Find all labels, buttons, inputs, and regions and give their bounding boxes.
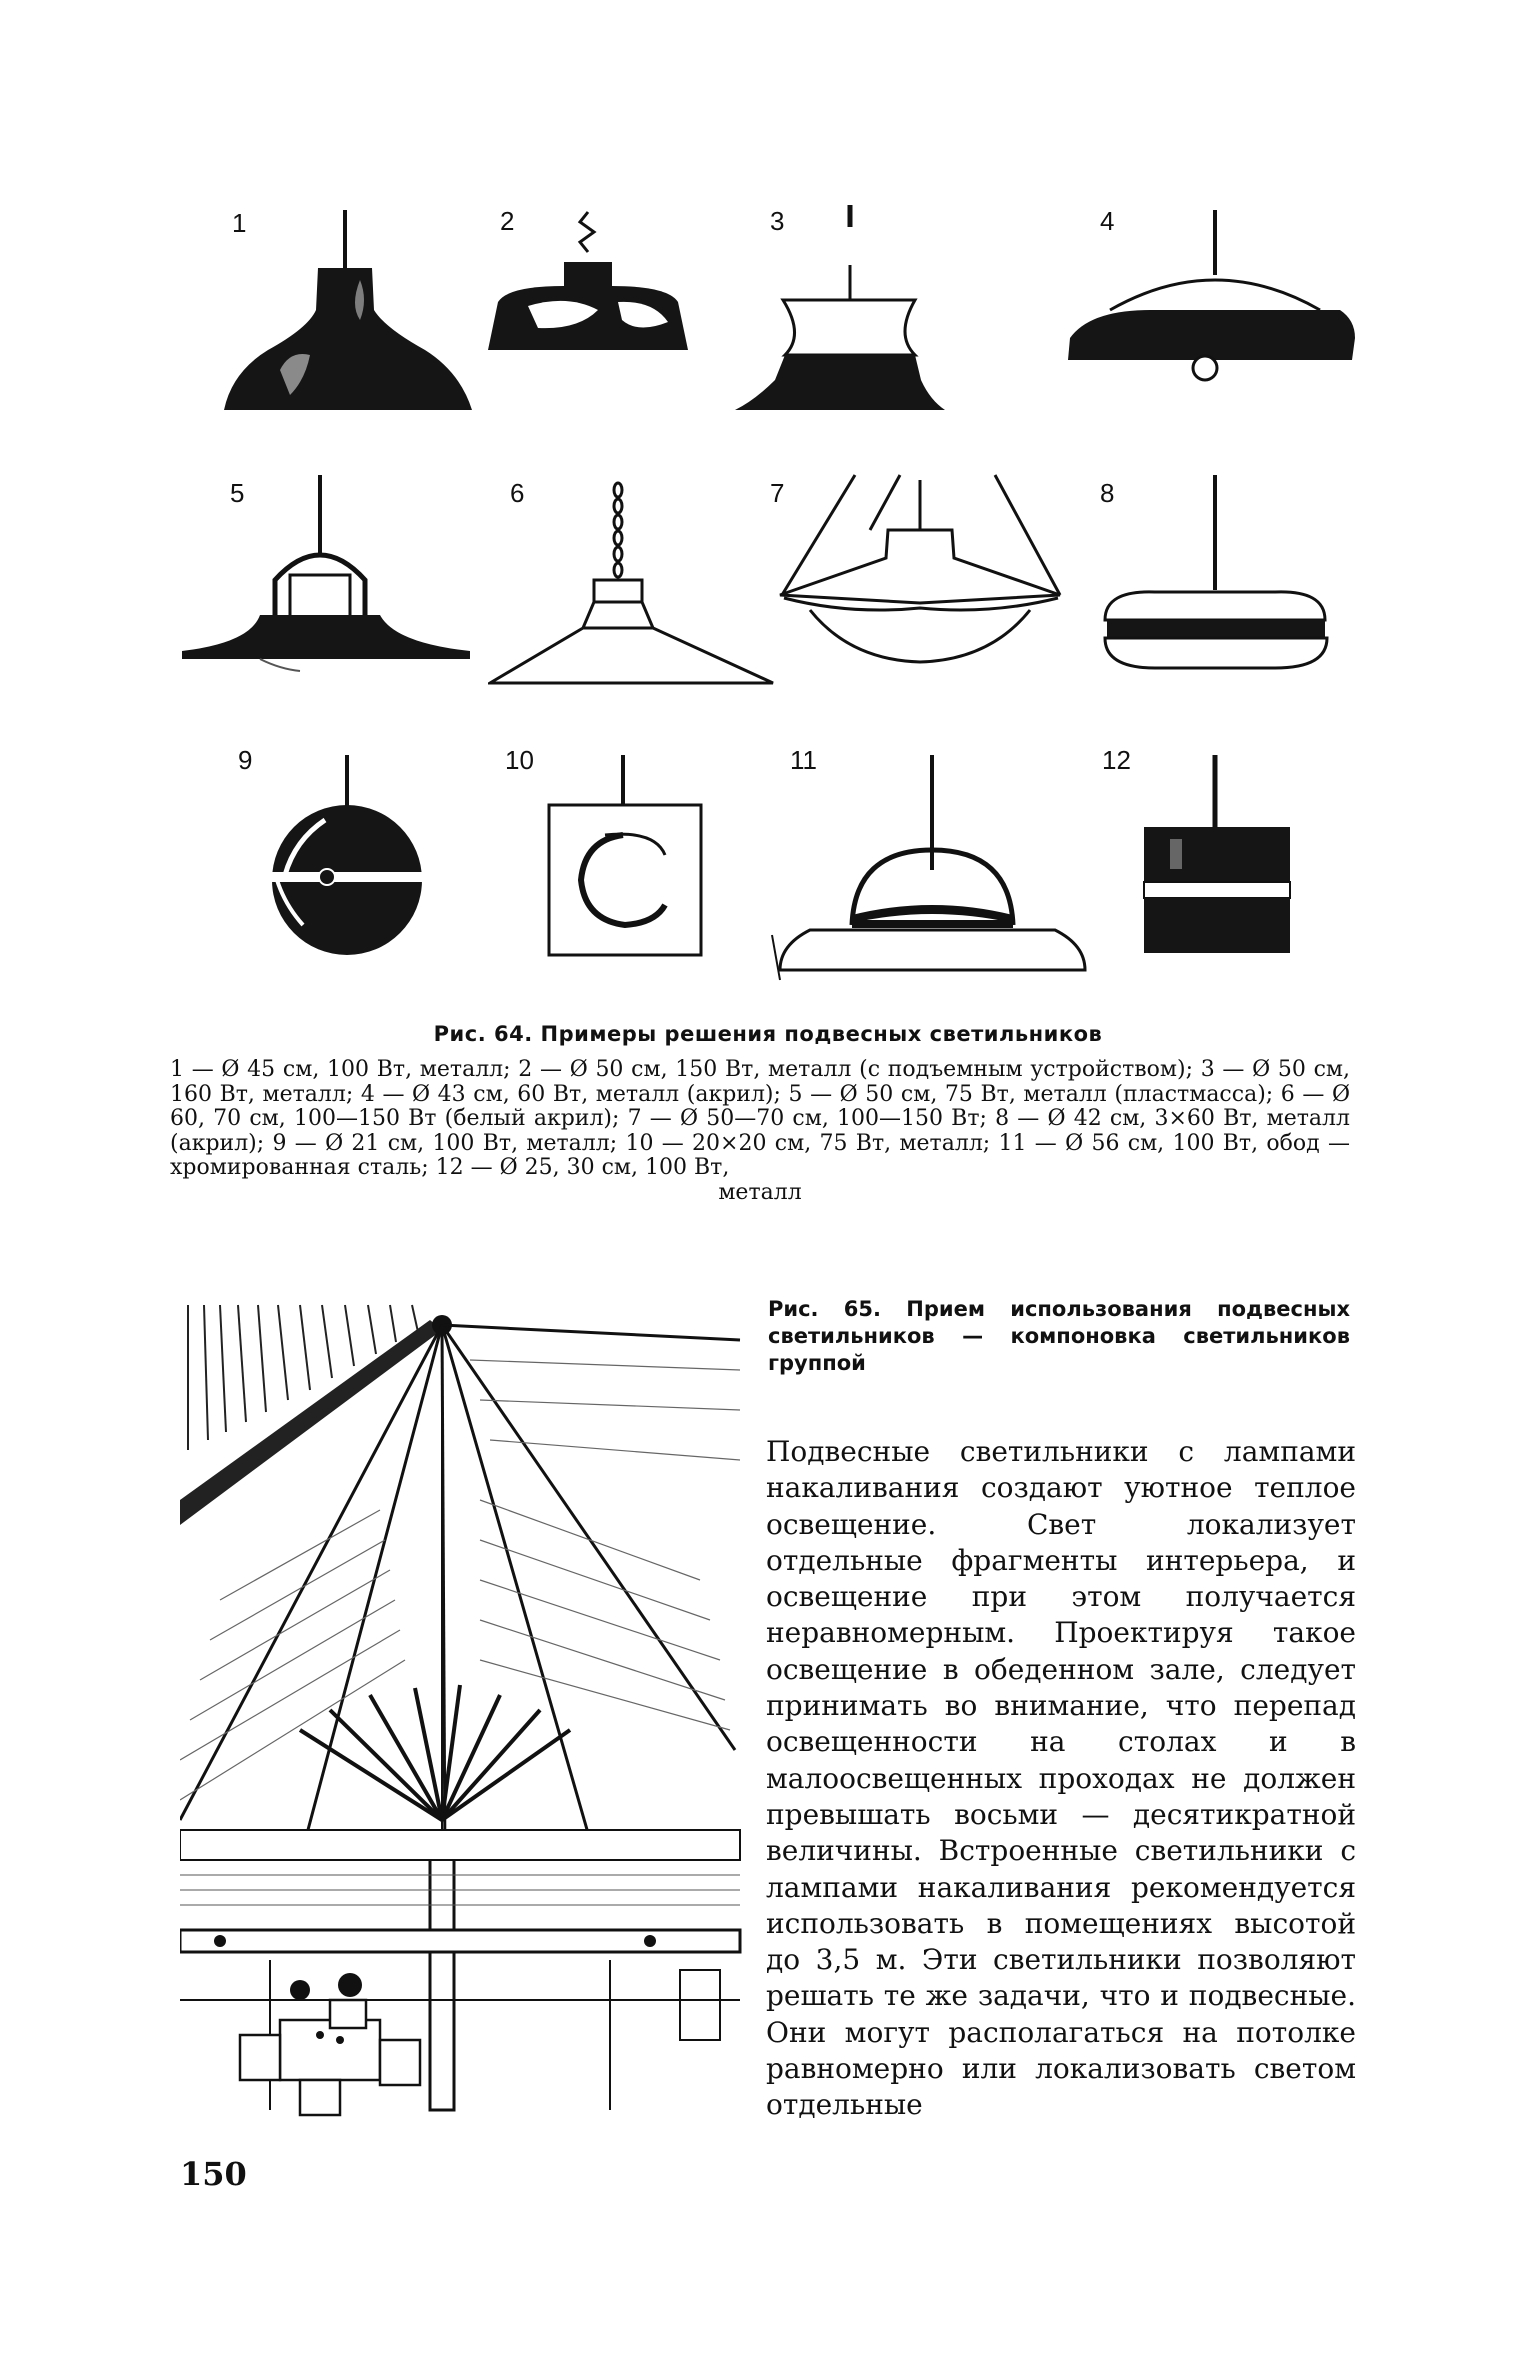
lamp-number-6: 6 xyxy=(510,478,525,508)
lamp-number-9: 9 xyxy=(238,745,253,775)
lamp-6-illustration xyxy=(488,478,778,698)
figure-64-title: Рис. 64. Примеры решения подвесных светильников xyxy=(433,1022,1103,1046)
lamp-12-illustration xyxy=(1140,755,1295,965)
figure-64-caption-text: 1 — Ø 45 см, 100 Вт, металл; 2 — Ø 50 см, 150 Вт, металл (с подъемным устройством); 3 — Ø 50 см, 160 Вт, металл; 4 — Ø 43 см, 60 Вт, металл (акрил); 5 — Ø 50 см, 75 Вт, металл (пластмасса); 6 — Ø 60, 70 см, 100—150 Вт (белый акрил); 7 — Ø 50—70 см, 100—150 Вт; 8 — Ø 42 см, 3×60 Вт, металл (акрил); 9 — Ø 21 см, 100 Вт, металл; 10 — 20×20 см, 75 Вт, металл; 11 — Ø 56 см, 100 Вт, обод — хромированная сталь; 12 — Ø 25, 30 см, 100 Вт, xyxy=(170,1057,1350,1180)
lamp-2-illustration xyxy=(478,210,698,360)
lamp-8-illustration xyxy=(1095,470,1350,690)
lamp-9-illustration xyxy=(255,750,440,980)
lamp-11-illustration xyxy=(770,755,1095,990)
figure-65-caption: Рис. 65. Прием использования подвесных светильников — компоновка светильников группой xyxy=(768,1297,1350,1375)
lamp-3-illustration xyxy=(725,205,955,415)
figure-64-caption xyxy=(170,1058,1350,1205)
lamp-number-11: 11 xyxy=(790,745,817,775)
lamp-5-illustration xyxy=(180,475,475,675)
lamp-number-2: 2 xyxy=(500,206,515,236)
body-text: Подвесные светильники с лампами накаливания создают уютное теплое освещение. Свет локализует отдельные фрагменты интерьера, и освещение при этом получается неравномерным. Проектируя такое освещение в обеденном зале, следует принимать во внимание, что перепад освещенности на столах и в малоосвещенных проходах не должен превышать восьми — десятикратной величины. Встроенные светильники с лампами накаливания рекомендуется использовать в помещениях высотой до 3,5 м. Эти светильники позволяют решать те же задачи, что и подвесные. Они могут располагаться на потолке равномерно или локализовать светом отдельные xyxy=(766,1435,1356,2122)
page-number: 150 xyxy=(180,2155,247,2193)
lamp-number-3: 3 xyxy=(770,206,785,236)
lamp-number-7: 7 xyxy=(770,478,785,508)
lamp-number-5: 5 xyxy=(230,478,245,508)
figure-64-caption-end: металл xyxy=(718,1179,802,1205)
lamp-7-illustration xyxy=(770,470,1070,670)
lamp-1-illustration xyxy=(210,200,480,425)
lamp-10-illustration xyxy=(545,755,705,965)
lamp-number-1: 1 xyxy=(232,208,247,238)
lamp-number-10: 10 xyxy=(505,745,534,775)
lamp-number-4: 4 xyxy=(1100,206,1115,236)
figure-65-illustration xyxy=(180,1300,760,2120)
lamp-number-12: 12 xyxy=(1102,745,1131,775)
lamp-4-illustration xyxy=(1050,210,1360,395)
lamp-number-8: 8 xyxy=(1100,478,1115,508)
